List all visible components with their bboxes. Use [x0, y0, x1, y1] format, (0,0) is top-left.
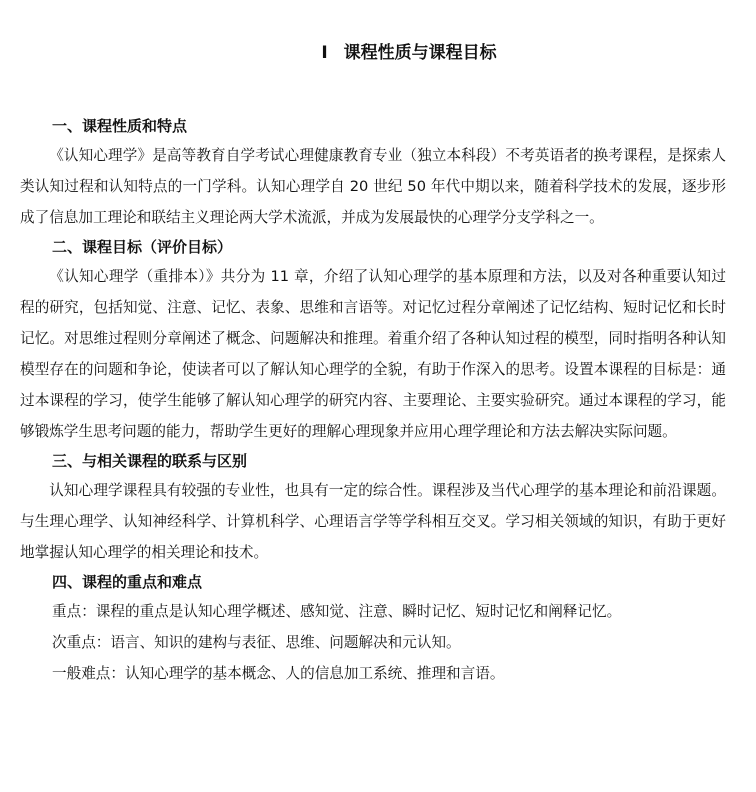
paragraph: 认知心理学课程具有较强的专业性，也具有一定的综合性。课程涉及当代心理学的基本理论和前沿课题。与生理心理学、认知神经科学、计算机科学、心理语言学等学科相互交叉。学习相关领域的知识，有助于更好地掌握认知心理学的相关理论和技术。 — [20, 482, 726, 561]
document-title — [20, 38, 726, 68]
title-number: Ⅰ — [321, 43, 328, 63]
paragraph: 《认知心理学》是高等教育自学考试心理健康教育专业（独立本科段）不考英语者的换考课程，是探索人类认知过程和认知特点的一门学科。认知心理学自 20 世纪 50 年代中期以来，随着科学技术的发展，逐步形成了信息加工理论和联结主义理论两大学术流派，并成为发展最快的心理学分支学科之一。 — [20, 147, 726, 226]
section-heading: 四、课程的重点和难点 — [52, 573, 203, 591]
paragraph: 《认知心理学（重排本）》共分为 11 章，介绍了认知心理学的基本原理和方法，以及对各种重要认知过程的研究，包括知觉、注意、记忆、表象、思维和言语等。对记忆过程分章阐述了记忆结构、短时记忆和长时记忆。对思维过程则分章阐述了概念、问题解决和推理。着重介绍了各种认知过程的模型，同时指明各种认知模型存在的问题和争论，使读者可以了解认知心理学的全貌，有助于作深入的思考。设置本课程的目标是：通过本课程的学习，使学生能够了解认知心理学的研究内容、主要理论、主要实验研究。通过本课程的学习，能够锻炼学生思考问题的能力，帮助学生更好的理解心理现象并应用心理学理论和方法去解决实际问题。 — [20, 268, 726, 440]
section-1 — [20, 112, 726, 233]
section-heading: 一、课程性质和特点 — [52, 117, 188, 135]
section-heading: 三、与相关课程的联系与区别 — [52, 452, 248, 470]
section-2 — [20, 233, 726, 447]
secondary-points-line: 次重点：语言、知识的建构与表征、思维、问题解决和元认知。 — [52, 634, 461, 651]
section-heading: 二、课程目标（评价目标） — [52, 238, 233, 256]
difficult-points-line: 一般难点：认知心理学的基本概念、人的信息加工系统、推理和言语。 — [52, 665, 505, 682]
section-4 — [20, 568, 726, 689]
key-points-line: 重点：课程的重点是认知心理学概述、感知觉、注意、瞬时记忆、短时记忆和阐释记忆。 — [52, 603, 622, 620]
title-text: 课程性质与课程目标 — [343, 43, 497, 63]
section-3 — [20, 447, 726, 568]
document-page — [20, 38, 726, 689]
